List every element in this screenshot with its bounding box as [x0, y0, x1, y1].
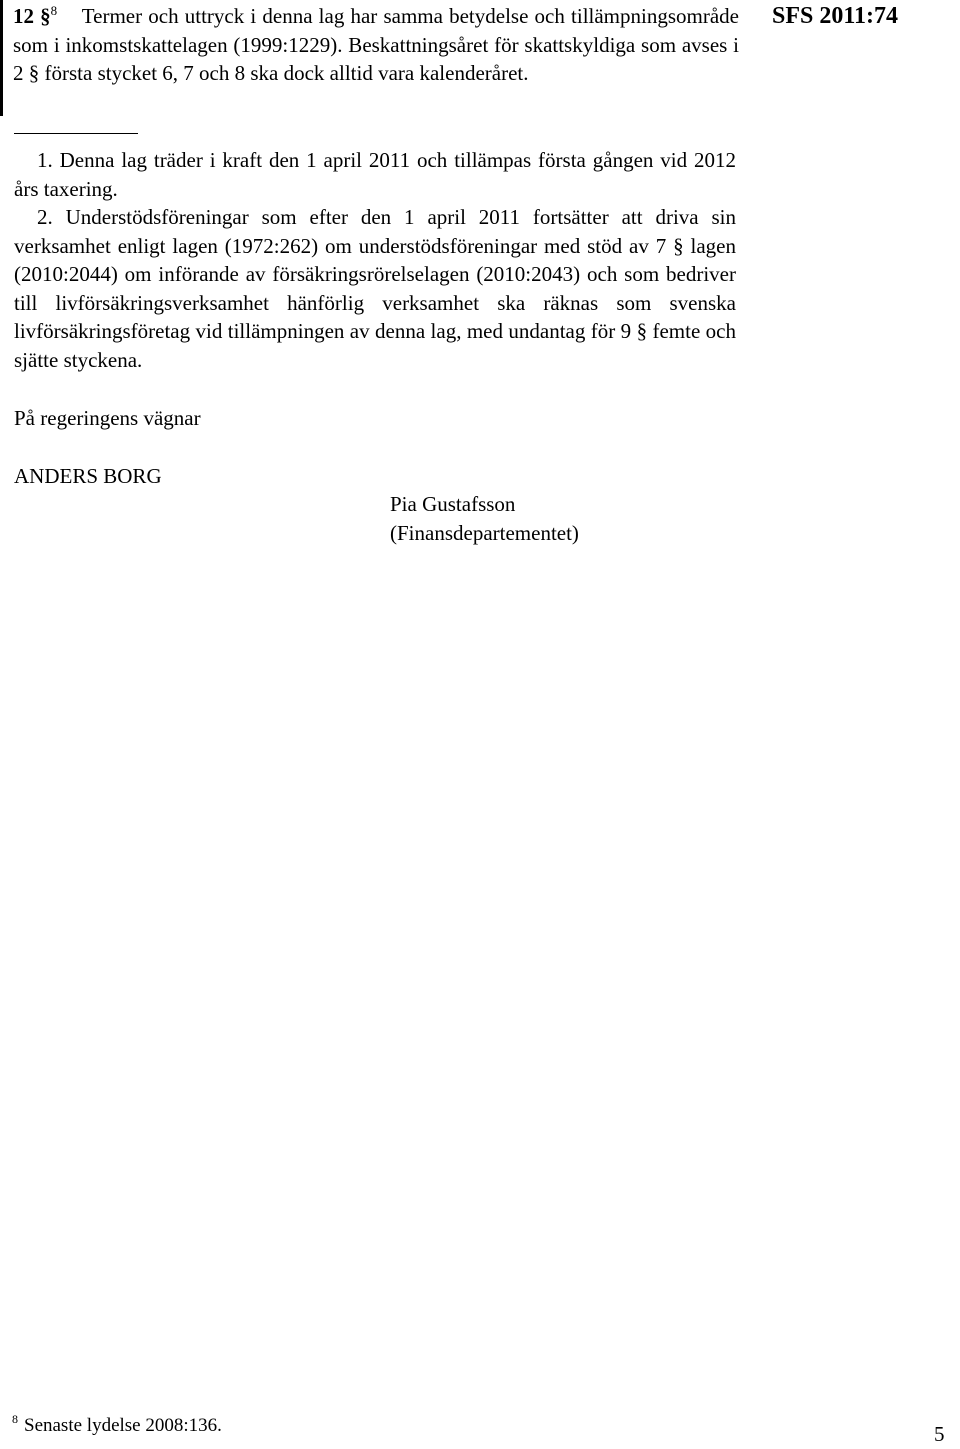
footnote-marker: 8 [12, 1411, 18, 1426]
official-signature [390, 490, 579, 548]
section-12-paragraph [13, 2, 739, 88]
minister-name: ANDERS BORG [14, 464, 162, 488]
transitional-provisions [14, 146, 736, 374]
section-12-text: Termer och uttryck i denna lag har samma betydelse och tillämpningsområde som i inkomstskattelagen (1999:1229). Beskattningsåret för skattskyldiga som avses i 2 § första stycket 6, 7 och 8 ska dock alltid vara kalenderåret. [13, 4, 739, 85]
transitional-item-2: 2. Understödsföreningar som efter den 1 april 2011 fortsätter att driva sin verksamhet enligt lagen (1972:262) om understödsföreningar med stöd av 7 § lagen (2010:2044) om införande av försäkringsrörelselagen (2010:2043) och som bedriver till livförsäkringsverksamhet hänförlig verksamhet ska räknas som svenska livförsäkringsföretag vid tillämpningen av denna lag, med undantag för 9 § femte och sjätte styckena. [14, 205, 736, 372]
section-number: 12 § [13, 4, 51, 28]
section-12-block [0, 0, 739, 116]
official-name: Pia Gustafsson [390, 492, 516, 516]
page-number: 5 [934, 1422, 945, 1446]
sfs-number: SFS 2011:74 [772, 3, 899, 29]
footnote-text: Senaste lydelse 2008:136. [24, 1415, 222, 1436]
transitional-item-1: 1. Denna lag träder i kraft den 1 april 2011 och tillämpas första gången vid 2012 års taxering. [14, 148, 736, 201]
footnote-reference: 8 [50, 3, 58, 19]
transitional-divider [14, 133, 138, 134]
footnote [12, 1412, 222, 1440]
official-department: (Finansdepartementet) [390, 521, 579, 545]
government-signature: På regeringens vägnar [14, 406, 201, 430]
